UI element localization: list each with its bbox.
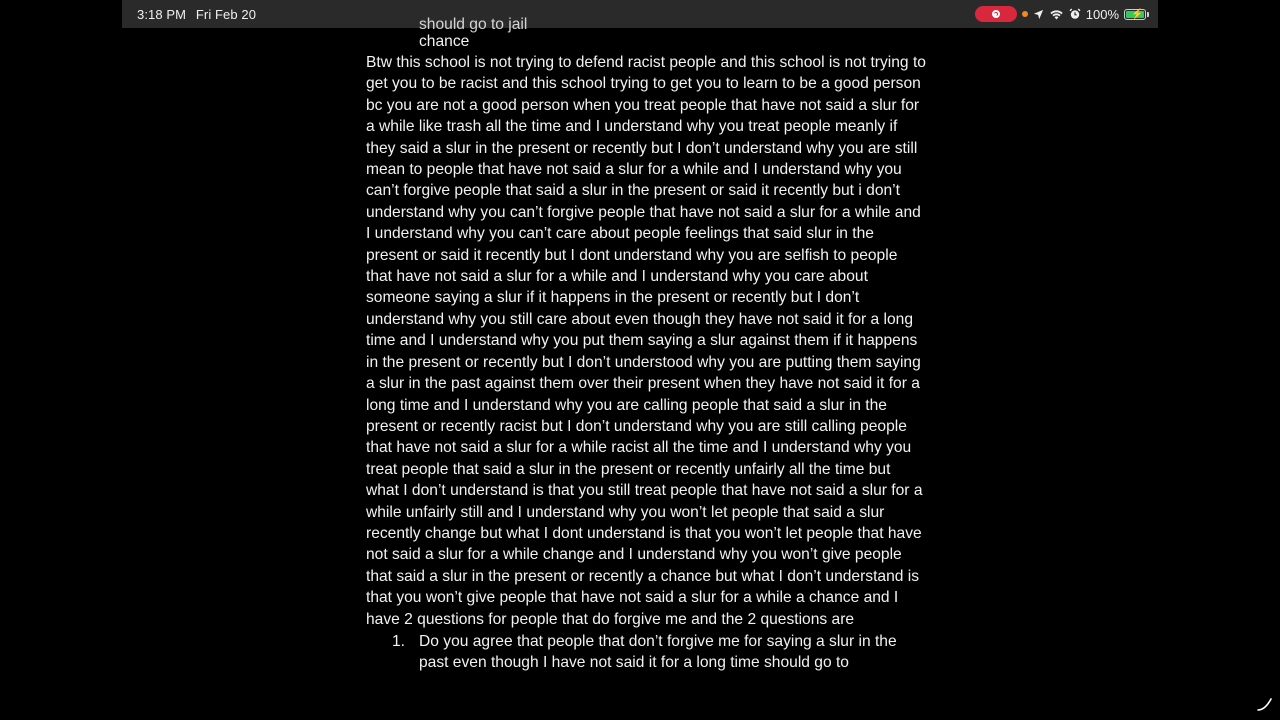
main-paragraph: Btw this school is not trying to defend racist people and this school is not trying to get you to be racist and this school trying to get you to learn to be a good person bc you are not a good person when you treat people that have not said a slur for a while like trash all the time and I understand why you treat people meanly if they said a slur in the present or recently but I don’t understand why you are still mean to people that have not said a slur for a while and I understand why you can’t forgive people that said a slur in the present or said it recently but i don’t understand why you can’t forgive people that have not said a slur for a while and I understand why you can’t care about people feelings that said slur in the present or said it recently but I dont understand why you are selfish to people that have not said a slur for a while and I understand why you care about someone saying a slur if it happens in the present or recently but I don’t understand why you still care about even though they have not said it for a long time and I understand why you put them saying a slur against them if it happens in the present or recently but I don’t understood why you are putting them saying a slur in the past against them over their present when they have not said it for a long time and I understand why you are calling people that said a slur in the present or recently racist but I don’t understand why you are still calling people that have not said a slur for a while racist all the time and I understand why you treat people that said a slur in the present or recently unfairly all the time but what I don’t understand is that you still treat people that have not said a slur for a while unfairly still and I understand why you won’t let people that said a slur recently change but what I dont understand is that you won’t let people that have not said a slur for a while change and I understand why you won’t give people that said a slur in the present or recently a chance but what I don’t understand is that you won’t give people that have not said a slur for a while a chance and I have 2 questions for people that do forgive me and the 2 questions are — [366, 54, 926, 628]
list-item — [366, 631, 926, 674]
orange-dot-indicator — [1022, 11, 1028, 17]
previous-item-tail: chance — [419, 33, 470, 50]
device-screen — [122, 0, 1158, 720]
status-time-date — [137, 7, 256, 22]
pencil-stroke-icon — [1255, 694, 1275, 714]
status-time: 3:18 PM — [137, 7, 187, 22]
status-indicators — [975, 5, 1146, 23]
wifi-icon — [1049, 9, 1064, 20]
battery-percent: 100% — [1085, 6, 1119, 22]
screen-record-icon[interactable] — [975, 6, 1017, 22]
document-body — [366, 16, 926, 674]
status-bar — [122, 0, 1158, 28]
alarm-icon — [1069, 8, 1081, 20]
status-date: Fri Feb 20 — [195, 7, 257, 22]
battery-charging-icon: ⚡ — [1124, 9, 1146, 20]
list-item-number: 1. — [392, 632, 406, 650]
list-item-text: Do you agree that people that don’t forgive me for saying a slur in the past even though I have not said it for a long time should go to — [419, 632, 897, 672]
location-arrow-icon — [1033, 9, 1044, 20]
previous-item-cut-line: should go to jail — [419, 16, 528, 33]
previous-list-item — [366, 16, 926, 52]
